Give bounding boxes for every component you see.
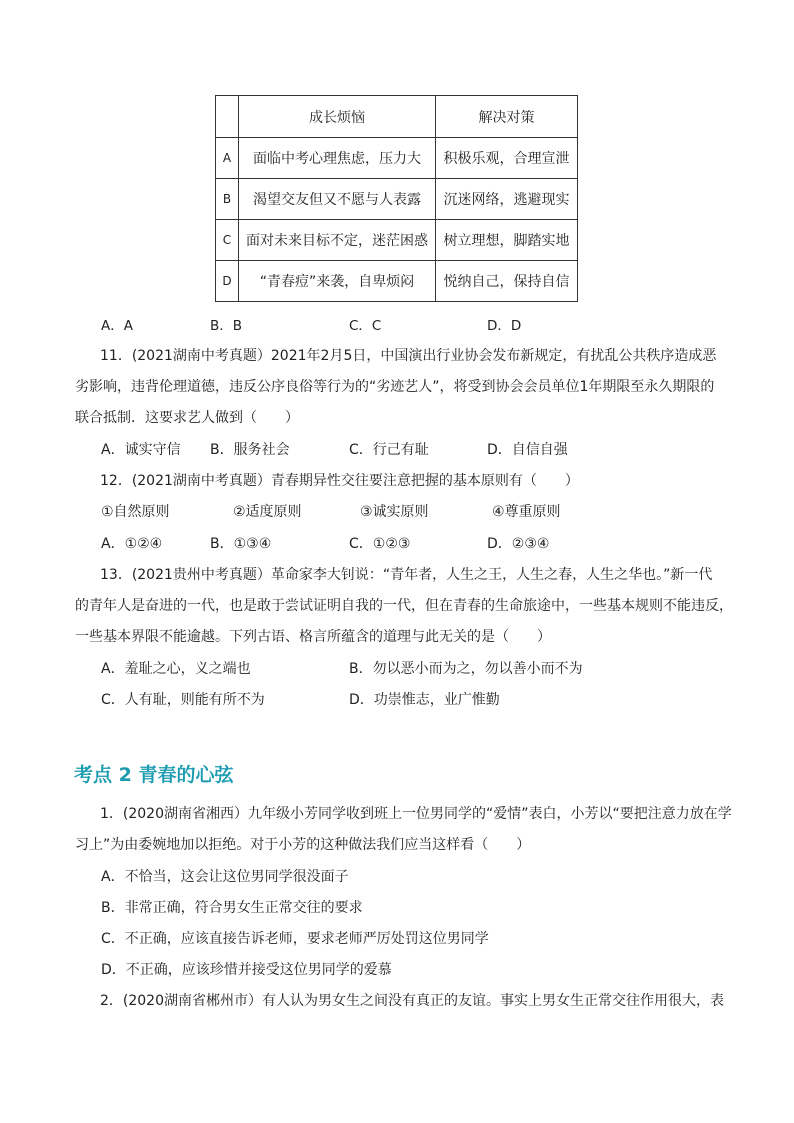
q12-option-c[interactable]: C．①②③ (349, 536, 411, 552)
q12-option-d[interactable]: D．②③④ (487, 536, 550, 552)
row-letter: A (216, 138, 239, 179)
q12-stem-line: 12．(2021湖南中考真题）青春期异性交往要注意把握的基本原则有（ ） (100, 473, 579, 489)
table-row (216, 261, 578, 302)
row-trouble: “青春痘”来袭，自卑烦闷 (239, 261, 436, 302)
s1-option-b[interactable]: B．非常正确，符合男女生正常交往的要求 (101, 900, 363, 916)
row-letter: B (216, 179, 239, 220)
q12-item: ④尊重原则 (492, 504, 561, 520)
table-row (216, 138, 578, 179)
table-header-cell (216, 96, 239, 138)
table-header-row (216, 96, 578, 138)
q13-option-d[interactable]: D．功崇惟志，业广惟勤 (349, 692, 500, 708)
s2-stem-line: 2．(2020湖南省郴州市）有人认为男女生之间没有真正的友谊。事实上男女生正常交往作用很大，表 (100, 993, 724, 1009)
q12-option-a[interactable]: A．①②④ (101, 536, 163, 552)
q11-option-b[interactable]: B．服务社会 (210, 442, 290, 458)
q13-option-c[interactable]: C．人有耻，则能有所不为 (101, 692, 265, 708)
section-title: 考点 2 青春的心弦 (74, 764, 234, 786)
table-header-cell: 成长烦恼 (239, 96, 436, 138)
q11-option-a[interactable]: A．诚实守信 (101, 442, 181, 458)
q10-option-c[interactable]: C．C (349, 318, 382, 334)
q13-stem-line: 一些基本界限不能逾越。下列古语、格言所蕴含的道理与此无关的是（ ） (75, 629, 551, 645)
row-solution: 沉迷网络，逃避现实 (436, 179, 578, 220)
troubles-table (215, 95, 578, 302)
table-row (216, 179, 578, 220)
q11-stem-line: 劣影响，违背伦理道德，违反公序良俗等行为的“劣迹艺人”，将受到协会会员单位1年期限至永久期限的 (75, 379, 715, 395)
s1-option-c[interactable]: C．不正确，应该直接告诉老师，要求老师严厉处罚这位男同学 (101, 931, 489, 947)
q10-option-a[interactable]: A．A (101, 318, 133, 334)
row-trouble: 渴望交友但又不愿与人表露 (239, 179, 436, 220)
q12-option-b[interactable]: B．①③④ (210, 536, 272, 552)
q10-option-d[interactable]: D．D (487, 318, 522, 334)
q11-option-d[interactable]: D．自信自强 (487, 442, 568, 458)
row-letter: D (216, 261, 239, 302)
q13-option-b[interactable]: B．勿以恶小而为之，勿以善小而不为 (349, 661, 583, 677)
row-solution: 悦纳自己，保持自信 (436, 261, 578, 302)
row-letter: C (216, 220, 239, 261)
table-row (216, 220, 578, 261)
s1-option-a[interactable]: A．不恰当，这会让这位男同学很没面子 (101, 869, 349, 885)
s1-stem-line: 1．(2020湖南省湘西）九年级小芳同学收到班上一位男同学的“爱情”表白，小芳以“要把注意力放在学 (100, 806, 732, 822)
row-solution: 树立理想，脚踏实地 (436, 220, 578, 261)
row-trouble: 面对未来目标不定，迷茫困惑 (239, 220, 436, 261)
table-header-cell: 解决对策 (436, 96, 578, 138)
q13-option-a[interactable]: A．羞耻之心，义之端也 (101, 661, 251, 677)
q11-option-c[interactable]: C．行己有耻 (349, 442, 429, 458)
row-trouble: 面临中考心理焦虑，压力大 (239, 138, 436, 179)
s1-stem-line: 习上”为由委婉地加以拒绝。对于小芳的这种做法我们应当这样看（ ） (75, 837, 531, 853)
q11-stem-line: 11．(2021湖南中考真题）2021年2月5日，中国演出行业协会发布新规定，有扰乱公共秩序造成恶 (100, 348, 717, 364)
row-solution: 积极乐观，合理宣泄 (436, 138, 578, 179)
s1-option-d[interactable]: D．不正确，应该珍惜并接受这位男同学的爱慕 (101, 962, 392, 978)
q12-item: ①自然原则 (101, 504, 170, 520)
q12-item: ③诚实原则 (360, 504, 429, 520)
q13-stem-line: 13．(2021贵州中考真题）革命家李大钊说：“青年者，人生之王，人生之春，人生之华也。”新一代 (100, 567, 713, 583)
q10-option-b[interactable]: B．B (210, 318, 243, 334)
q11-stem-line: 联合抵制．这要求艺人做到（ ） (75, 410, 299, 426)
q13-stem-line: 的青年人是奋进的一代，也是敢于尝试证明自我的一代，但在青春的生命旅途中，一些基本规则不能违反， (75, 598, 733, 614)
q12-item: ②适度原则 (233, 504, 302, 520)
